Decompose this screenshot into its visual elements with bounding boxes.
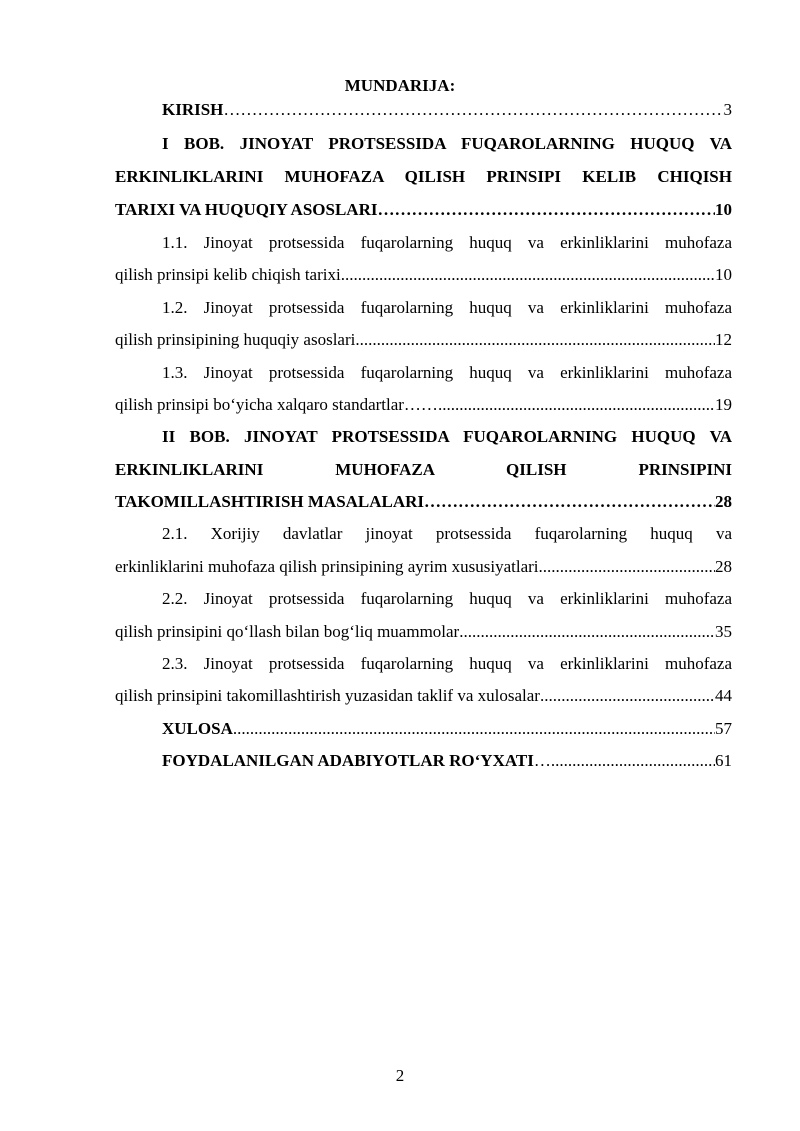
toc-page-number: 61 xyxy=(715,751,732,770)
toc-leader-dots xyxy=(438,394,715,416)
toc-leader-dots xyxy=(540,685,715,707)
toc-page-number: 10 xyxy=(715,200,732,219)
section-2-3-line-2[interactable] xyxy=(115,685,732,707)
chapter-2-title-line-1[interactable]: II BOB. JINOYAT PROTSESSIDA FUQAROLARNING HUQUQ VA xyxy=(162,427,732,446)
toc-page-number: 57 xyxy=(715,719,732,738)
toc-page-number: 10 xyxy=(715,265,732,284)
section-1-3-line-1[interactable]: 1.3. Jinoyat protsessida fuqarolarning huquq va erkinliklarini muhofaza xyxy=(162,363,732,382)
toc-page-number: 28 xyxy=(715,492,732,511)
toc-leader-dots xyxy=(355,329,715,351)
toc-entry-adabiyotlar[interactable] xyxy=(162,750,732,772)
toc-entry-label: TARIXI VA HUQUQIY ASOSLARI xyxy=(115,200,378,219)
toc-page-number: 35 xyxy=(715,622,732,641)
toc-entry-label: TAKOMILLASHTIRISH MASALALARI xyxy=(115,492,425,511)
toc-leader-dots xyxy=(233,718,715,740)
chapter-2-title-line-3[interactable] xyxy=(115,491,732,513)
toc-entry-label: qilish prinsipi bo‘yicha xalqaro standartlar…… xyxy=(115,395,438,414)
toc-leader-dots xyxy=(551,750,715,772)
toc-entry-kirish[interactable] xyxy=(162,99,732,121)
toc-page-number: 28 xyxy=(715,557,732,576)
toc-page-number: 44 xyxy=(715,686,732,705)
toc-page-number: 19 xyxy=(715,395,732,414)
section-1-2-line-1[interactable]: 1.2. Jinoyat protsessida fuqarolarning huquq va erkinliklarini muhofaza xyxy=(162,298,732,317)
section-1-3-line-2[interactable] xyxy=(115,394,732,416)
toc-leader-dots xyxy=(459,621,715,643)
section-2-1-line-2[interactable] xyxy=(115,556,732,578)
toc-title: MUNDARIJA: xyxy=(344,76,456,95)
toc-entry-label: erkinliklarini muhofaza qilish prinsipining ayrim xususiyatlari xyxy=(115,557,539,576)
toc-entry-label: qilish prinsipining huquqiy asoslari xyxy=(115,330,356,349)
section-2-1-line-1[interactable]: 2.1. Xorijiy davlatlar jinoyat protsessida fuqarolarning huquq va xyxy=(162,524,732,543)
section-1-1-line-1[interactable]: 1.1. Jinoyat protsessida fuqarolarning huquq va erkinliklarini muhofaza xyxy=(162,233,732,252)
toc-entry-label: XULOSA xyxy=(162,719,233,738)
chapter-1-title-line-3[interactable] xyxy=(115,199,732,221)
toc-entry-ellipsis: … xyxy=(533,751,551,770)
section-1-2-line-2[interactable] xyxy=(115,329,732,351)
section-2-2-line-2[interactable] xyxy=(115,621,732,643)
section-2-3-line-1[interactable]: 2.3. Jinoyat protsessida fuqarolarning huquq va erkinliklarini muhofaza xyxy=(162,654,732,673)
toc-entry-label: FOYDALANILGAN ADABIYOTLAR RO‘YXATI xyxy=(162,751,534,770)
chapter-2-title-line-2[interactable]: ERKINLIKLARINI MUHOFAZA QILISH PRINSIPINI xyxy=(115,460,732,479)
toc-leader-dots xyxy=(341,264,715,286)
toc-page-number: 12 xyxy=(715,330,732,349)
toc-entry-xulosa[interactable] xyxy=(162,718,732,740)
toc-leader-dots xyxy=(539,556,715,578)
toc-page-number: 3 xyxy=(723,100,732,119)
toc-entry-label: qilish prinsipini qo‘llash bilan bog‘liq muammolar xyxy=(115,622,460,641)
toc-leader-dots xyxy=(377,199,715,221)
toc-leader-dots xyxy=(424,491,715,513)
chapter-1-title-line-1[interactable]: I BOB. JINOYAT PROTSESSIDA FUQAROLARNING HUQUQ VA xyxy=(162,134,732,153)
section-1-1-line-2[interactable] xyxy=(115,264,732,286)
toc-leader-dots xyxy=(223,99,723,121)
toc-entry-label: KIRISH xyxy=(162,100,224,119)
page-number: 2 xyxy=(395,1066,405,1085)
toc-entry-label: qilish prinsipi kelib chiqish tarixi xyxy=(115,265,341,284)
section-2-2-line-1[interactable]: 2.2. Jinoyat protsessida fuqarolarning huquq va erkinliklarini muhofaza xyxy=(162,589,732,608)
toc-entry-label: qilish prinsipini takomillashtirish yuzasidan taklif va xulosalar xyxy=(115,686,540,705)
chapter-1-title-line-2[interactable]: ERKINLIKLARINI MUHOFAZA QILISH PRINSIPI KELIB CHIQISH xyxy=(115,167,732,186)
